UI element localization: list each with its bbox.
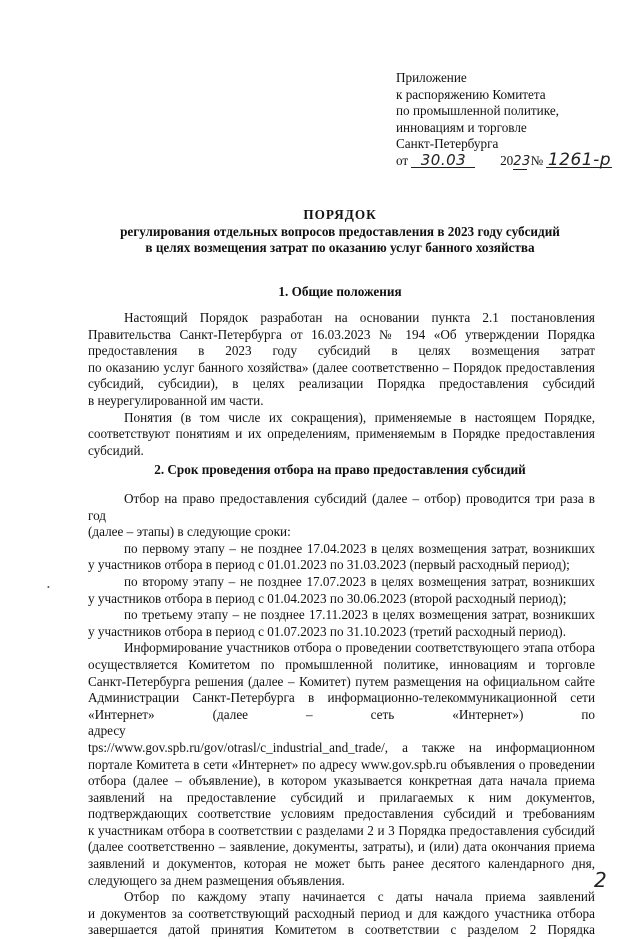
text-line: Понятия (в том числе их сокращения), применяемые в настоящем Порядке, xyxy=(124,409,595,425)
text-line: Администрации Санкт-Петербурга в информационно-телекоммуникационной сети xyxy=(88,690,595,706)
text-line: Отбор на право предоставления субсидий (далее – отбор) проводится три раза в год xyxy=(88,491,595,523)
text-line: у участников отбора в период с 01.01.2023 по 31.03.2023 (первый расходный период); xyxy=(88,557,570,573)
title-line: регулирования отдельных вопросов предоставления в 2023 году субсидий xyxy=(120,223,560,239)
text-line: по третьему этапу – не позднее 17.11.2023 в целях возмещения затрат, возникших xyxy=(124,607,595,623)
text-line: портале Комитета в сети «Интернет» по адресу www.gov.spb.ru объявления о проведении xyxy=(88,756,595,772)
text-line: субсидий, субсидии), в целях реализации Порядка предоставления субсидий xyxy=(88,376,595,392)
section-1-heading: 1. Общие положения xyxy=(278,284,402,299)
text-line: по первому этапу – не позднее 17.04.2023 в целях возмещения затрат, возникших xyxy=(124,540,595,556)
text-line: Правительства Санкт-Петербурга от 16.03.2023 № 194 «Об утверждении Порядка xyxy=(88,326,595,342)
text-line: у участников отбора в период с 01.04.2023 по 30.06.2023 (второй расходный период); xyxy=(88,590,567,606)
text-line: отбора (далее – объявление), в котором указывается конкретная дата начала приема xyxy=(88,773,595,789)
text-line: Настоящий Порядок разработан на основании пункта 2.1 постановления xyxy=(124,310,595,325)
paragraph xyxy=(88,541,595,574)
document-title xyxy=(80,207,600,257)
annex-line: по промышленной политике, xyxy=(396,103,559,119)
section-1-body xyxy=(88,310,595,459)
annex-line: инновациям и торговле xyxy=(396,119,527,135)
text-line: Отбор по каждому этапу начинается с даты начала приема заявлений xyxy=(124,889,595,905)
text-line: соответствуют понятиям и их определениям, применяемым в Порядке предоставления xyxy=(88,426,595,442)
paragraph xyxy=(88,607,595,640)
annex-line: к распоряжению Комитета xyxy=(396,86,546,102)
text-line: у участников отбора в период с 01.07.2023 по 31.10.2023 (третий расходный период). xyxy=(88,623,566,639)
paragraph xyxy=(88,889,595,939)
text-line: Санкт-Петербурга решения (далее – Комитет) путем размещения на официальном сайте xyxy=(88,673,595,689)
title-heading: ПОРЯДОК xyxy=(303,207,377,222)
annex-block xyxy=(396,70,616,170)
paragraph xyxy=(88,640,595,889)
text-line: и документов за соответствующий расходный период и для каждого участника отбора xyxy=(88,905,595,921)
text-line: по второму этапу – не позднее 17.07.2023 в целях возмещения затрат, возникших xyxy=(124,573,595,589)
text-line: в неурегулированной им части. xyxy=(88,392,264,408)
page-number: 2 xyxy=(594,868,607,892)
handwritten-number: 1261-р xyxy=(547,149,612,170)
text-line: предоставления в 2023 году субсидий в целях возмещения затрат xyxy=(88,343,595,359)
text-line: (далее соответственно – заявление, документы, затраты), и (или) дата окончания приема xyxy=(88,839,595,855)
text-line: Информирование участников отбора о проведении соответствующего этапа отбора xyxy=(124,640,595,656)
paragraph xyxy=(88,310,595,410)
number-label: № xyxy=(530,152,544,168)
title-line: в целях возмещения затрат по оказанию услуг банного хозяйства xyxy=(145,240,535,256)
section-2-heading: 2. Срок проведения отбора на право предоставления субсидий xyxy=(154,462,526,477)
text-line: заявлений на предоставление субсидий и прилагаемых к ним документов, xyxy=(88,789,595,805)
text-line: по оказанию услуг банного хозяйства» (далее соответственно – Порядок предоставления xyxy=(88,359,595,375)
paragraph xyxy=(88,491,595,541)
section-2-body xyxy=(88,491,595,939)
text-line: субсидий. xyxy=(88,442,144,458)
handwritten-year: 23 xyxy=(513,153,531,169)
from-label: от xyxy=(396,152,409,168)
annex-line: Санкт-Петербурга xyxy=(396,136,499,152)
text-line: завершается датой принятия Комитетом в соответствии с разделом 2 Порядка xyxy=(88,922,595,938)
text-line: «Интернет» (далее – сеть «Интернет») по адресу xyxy=(88,706,595,739)
scan-speck: • xyxy=(47,583,50,592)
text-line: tps://www.gov.spb.ru/gov/otrasl/c_industrial_and_trade/, а также на информационном xyxy=(88,739,595,755)
paragraph xyxy=(88,574,595,607)
text-line: подтверждающих соответствие условиям предоставления субсидий и требованиям xyxy=(88,806,595,822)
text-line: осуществляется Комитетом по промышленной политике, инновациям и торговле xyxy=(88,656,595,672)
annex-date-line xyxy=(396,149,616,170)
handwritten-date: 30.03 xyxy=(411,153,475,168)
annex-line: Приложение xyxy=(396,70,467,85)
paragraph xyxy=(88,410,595,460)
text-line: (далее – этапы) в следующие сроки: xyxy=(88,524,291,540)
text-line: заявлений и документов, которая не может быть ранее десятого календарного дня, xyxy=(88,856,595,872)
text-line: следующего за днем размещения объявления. xyxy=(88,872,345,888)
text-line: к участникам отбора в соответствии с разделами 2 и 3 Порядка предоставления субсидий xyxy=(88,822,595,838)
year-prefix: 20 xyxy=(500,152,514,168)
